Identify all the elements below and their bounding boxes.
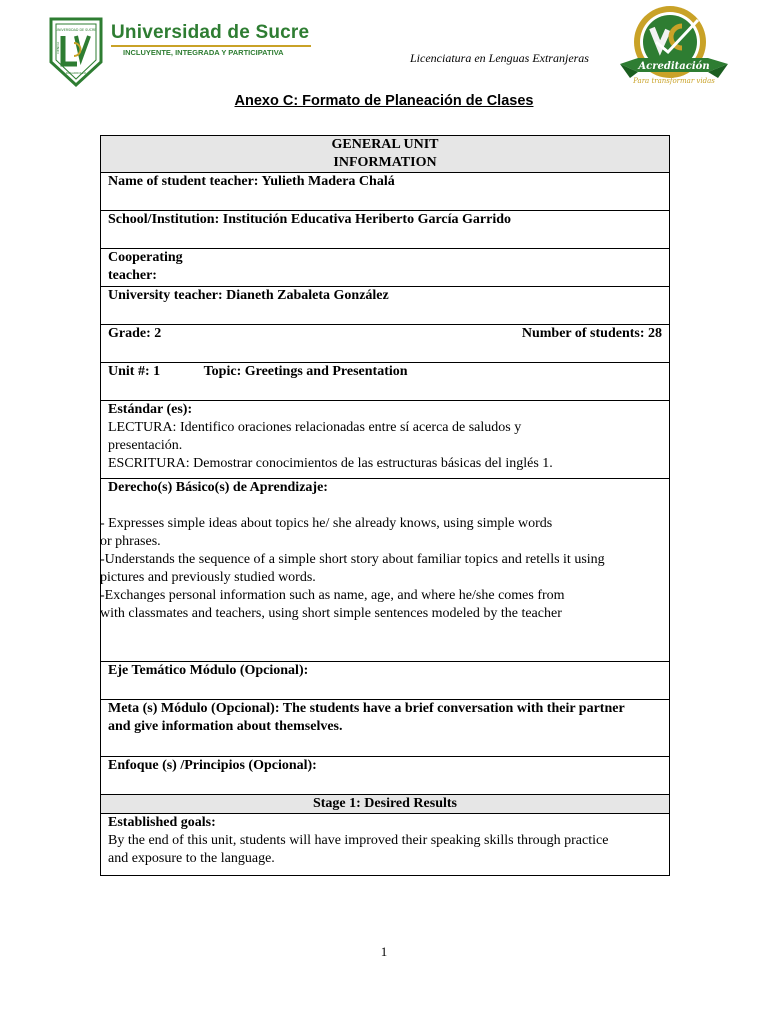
grade-students-row [101,325,670,363]
cooperating-teacher-label-line2: teacher: [108,268,157,283]
estandar-section [101,401,670,479]
meta-section [101,700,670,757]
university-crest-logo [48,16,104,88]
number-of-students-field: Number of students: 28 [521,326,662,341]
dba-section [101,479,670,662]
university-name: Universidad de Sucre [111,22,310,43]
cooperating-teacher-field [101,249,670,287]
crest-text-bottom: DESARROLLO [65,71,87,75]
established-goals-label: Established goals: [108,815,216,830]
program-name: Licenciatura en Lenguas Extranjeras [410,51,589,65]
estandar-lectura-cont: presentación. [108,438,183,453]
header-divider [111,45,311,47]
established-goals-text: By the end of this unit, students will have improved their speaking skills through practice [108,833,609,848]
grade-field: Grade: 2 [108,326,162,341]
accreditation-logo [616,2,732,90]
established-goals-text-cont: and exposure to the language. [108,851,275,866]
stage1-heading: Stage 1: Desired Results [101,795,670,814]
enfoque-field: Enfoque (s) /Principios (Opcional): [101,757,670,795]
accreditation-slogan: Para transformar vidas [633,77,715,85]
unit-planning-form [100,135,670,876]
unit-topic-row [101,363,670,401]
page-header [0,0,768,95]
estandar-escritura: ESCRITURA: Demostrar conocimientos de las estructuras básicas del inglés 1. [108,456,553,471]
unit-number-field: Unit #: 1 [108,364,161,379]
dba-line: pictures and previously studied words. [100,570,316,585]
dba-line: with classmates and teachers, using short simple sentences modeled by the teacher [100,606,562,621]
dba-label: Derecho(s) Básico(s) de Aprendizaje: [108,480,328,495]
eje-tematico-field: Eje Temático Módulo (Opcional): [101,662,670,700]
page-number: 1 [380,944,388,959]
meta-line2: and give information about themselves. [108,719,343,734]
topic-field: Topic: Greetings and Presentation [203,364,408,379]
document-title-text: Anexo C: Formato de Planeación de Clases [234,93,534,109]
dba-line: -Understands the sequence of a simple short story about familiar topics and retells it using [100,552,605,567]
student-teacher-field: Name of student teacher: Yulieth Madera Chalá [101,173,670,211]
dba-line: - Expresses simple ideas about topics he/ she already knows, using simple words [100,516,553,531]
dba-line: or phrases. [100,534,161,549]
estandar-lectura: LECTURA: Identifico oraciones relacionadas entre sí acerca de saludos y [108,420,522,435]
dba-list [100,515,662,623]
general-unit-heading [101,136,670,173]
document-title [0,93,768,109]
estandar-label: Estándar (es): [108,402,193,417]
dba-line: -Exchanges personal information such as name, age, and where he/she comes from [100,588,565,603]
university-motto: INCLUYENTE, INTEGRADA Y PARTICIPATIVA [123,48,284,57]
meta-line1: Meta (s) Módulo (Opcional): The students have a brief conversation with their partner [108,701,625,716]
general-unit-heading-line2: INFORMATION [333,155,437,170]
school-field: School/Institution: Institución Educativa Heriberto García Garrido [101,211,670,249]
established-goals-section [101,814,670,876]
general-unit-heading-line1: GENERAL UNIT [331,137,439,152]
university-teacher-field: University teacher: Dianeth Zabaleta González [101,287,670,325]
crest-text-left: CIENCIA [56,41,60,54]
crest-text-top: UNIVERSIDAD DE SUCRE [55,28,97,32]
cooperating-teacher-label-line1: Cooperating [108,250,183,265]
accreditation-text: Acreditación [638,61,710,72]
